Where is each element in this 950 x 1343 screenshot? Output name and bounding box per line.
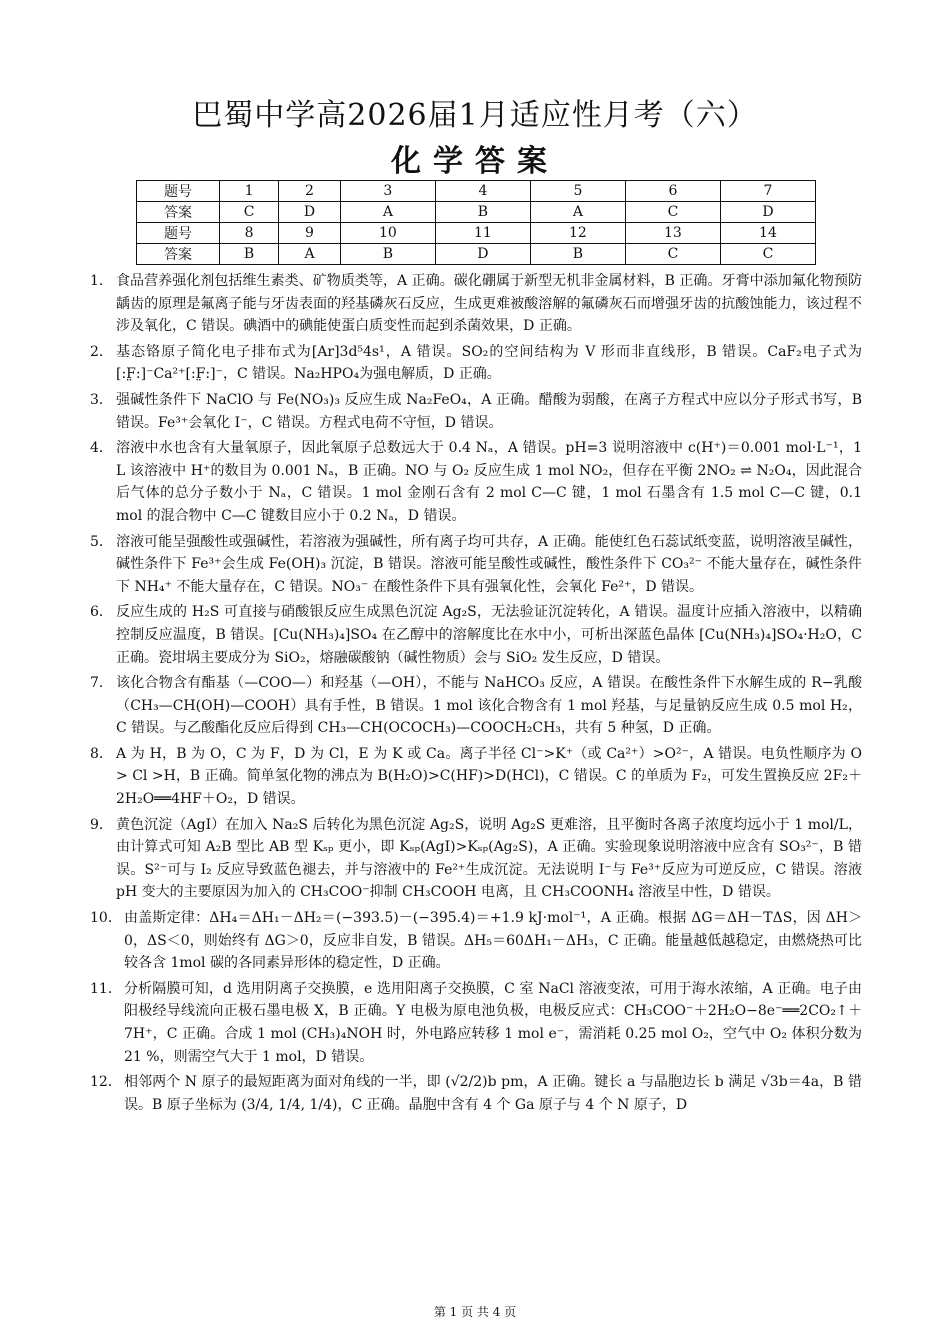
item-number: 1． [90, 273, 113, 289]
answer-table-cell: A [340, 202, 435, 223]
answer-table-cell: B [530, 244, 625, 265]
answer-table-cell: D [435, 244, 530, 265]
answer-table-cell: 14 [720, 223, 815, 244]
answer-table-cell: 10 [340, 223, 435, 244]
explanation-item [90, 389, 862, 434]
answer-table-cell: 2 [279, 181, 341, 202]
explanation-item [90, 270, 862, 338]
page-subtitle: 化学答案 [391, 144, 559, 179]
item-number: 5． [90, 533, 113, 550]
explanation-item [90, 437, 862, 527]
item-text: 反应生成的 H₂S 可直接与硝酸银反应生成黑色沉淀 Ag₂S，无法验证沉淀转化，A 错误。温度计应插入溶液中，以精确控制反应温度，B 错误。[Cu(NH₃)₄]SO₄ 在乙醇中的溶解度比在水中小，可析出深蓝色晶体 [Cu(NH₃)₄]SO₄·H₂O，C 正确。瓷坩埚主要成分为 SiO₂，熔融碳酸钠（碱性物质）会与 SiO₂ 发生反应，D 错误。 [116, 604, 862, 666]
answer-table-cell: C [720, 244, 815, 265]
answer-table-row [137, 202, 816, 223]
explanation-item [90, 672, 862, 740]
answer-table-row [137, 244, 816, 265]
answer-table-cell: C [625, 202, 720, 223]
answer-table-row [137, 223, 816, 244]
item-number: 6． [90, 604, 113, 621]
page-title: 巴蜀中学高2026届1月适应性月考（六） [192, 98, 758, 133]
answer-table [136, 180, 816, 265]
answer-table-cell: 9 [279, 223, 341, 244]
answer-table-cell: 6 [625, 181, 720, 202]
explanation-item [90, 1071, 862, 1116]
item-text: 基态铬原子简化电子排布式为[Ar]3d⁵4s¹，A 错误。SO₂的空间结构为 V 形而非直线形，B 错误。CaF₂电子式为[:F̤:]⁻Ca²⁺[:F̤:]⁻，C 错误。Na₂HPO₄为强电解质，D 正确。 [116, 343, 862, 383]
answer-table-header-cell: 题号 [137, 181, 220, 202]
item-text: 黄色沉淀（AgI）在加入 Na₂S 后转化为黑色沉淀 Ag₂S，说明 Ag₂S 更难溶，且平衡时各离子浓度均远小于 1 mol/L，由计算式可知 A₂B 型比 AB 型 Kₛₚ 更小，即 Kₛₚ(AgI)>Kₛₚ(Ag₂S)，A 正确。实验现象说明溶液中应含有 SO₃²⁻，B 错误。S²⁻可与 I₂ 反应导致蓝色褪去，并与溶液中的 Fe²⁺生成沉淀。无法说明 I⁻与 Fe³⁺反应为可逆反应，C 错误。溶液 pH 变大的主要原因为加入的 CH₃COO⁻抑制 CH₃COOH 电离，且 CH₃COONH₄ 溶液呈中性，D 错误。 [116, 816, 862, 901]
answer-table-cell: C [625, 244, 720, 265]
item-number: 9． [90, 816, 113, 833]
answer-table-row [137, 181, 816, 202]
explanation-item [90, 814, 862, 904]
item-text: A 为 H，B 为 O，C 为 F，D 为 Cl，E 为 K 或 Ca。离子半径 Cl⁻>K⁺（或 Ca²⁺）>O²⁻，A 错误。电负性顺序为 O > Cl >H，B 正确。简单氢化物的沸点为 B(H₂O)>C(HF)>D(HCl)，C 错误。C 的单质为 F₂，可发生置换反应 2F₂＋2H₂O══4HF＋O₂，D 错误。 [116, 745, 862, 808]
explanation-item [90, 743, 862, 811]
explanation-item [90, 907, 862, 975]
item-text: 由盖斯定律：ΔH₄＝ΔH₁－ΔH₂＝(−393.5)－(−395.4)＝+1.9 kJ·mol⁻¹，A 正确。根据 ΔG＝ΔH－TΔS，因 ΔH＞0，ΔS＜0，则始终有 ΔG＞0，反应非自发，B 错误。ΔH₅＝60ΔH₁－ΔH₃，C 正确。能量越低越稳定，由燃烧热可比较各含 1mol 碳的各同素异形体的稳定性，D 正确。 [124, 910, 862, 972]
answer-table-cell: C [220, 202, 279, 223]
item-number: 3． [90, 391, 113, 408]
explanation-item [90, 978, 862, 1068]
item-number: 4． [90, 440, 113, 457]
explanation-item [90, 531, 862, 599]
item-text: 分析隔膜可知，d 选用阴离子交换膜，e 选用阳离子交换膜，C 室 NaCl 溶液变浓，可用于海水浓缩，A 正确。电子由阳极经导线流向正极石墨电极 X，B 正确。Y 电极为原电池负极，电极反应式：CH₃COO⁻＋2H₂O−8e⁻══2CO₂↑＋7H⁺，C 正确。合成 1 mol (CH₃)₄NOH 时，外电路应转移 1 mol e⁻，需消耗 0.25 mol O₂，空气中 O₂ 体积分数为 21 %，则需空气大于 1 mol，D 错误。 [124, 980, 862, 1065]
answer-table-cell: 1 [220, 181, 279, 202]
item-text: 强碱性条件下 NaClO 与 Fe(NO₃)₃ 反应生成 Na₂FeO₄，A 正确。醋酸为弱酸，在离子方程式中应以分子形式书写，B 错误。Fe³⁺会氧化 I⁻，C 错误。方程式电荷不守恒，D 错误。 [116, 391, 862, 431]
answer-table-cell: A [279, 244, 341, 265]
answer-table-cell: B [220, 244, 279, 265]
item-text: 溶液可能呈强酸性或强碱性，若溶液为强碱性，所有离子均可共存，A 正确。能使红色石蕊试纸变蓝，说明溶液呈碱性，碱性条件下 Fe³⁺会生成 Fe(OH)₃ 沉淀，B 错误。溶液可能呈酸性或碱性，酸性条件下 CO₃²⁻ 不能大量存在，碱性条件下 NH₄⁺ 不能大量存在，C 错误。NO₃⁻ 在酸性条件下具有强氧化性，会氧化 Fe²⁺，D 错误。 [116, 533, 862, 595]
answer-table-header-cell: 答案 [137, 244, 220, 265]
item-number: 2． [90, 343, 113, 360]
answer-table-cell: 11 [435, 223, 530, 244]
answer-table-cell: 12 [530, 223, 625, 244]
answer-table-cell: D [720, 202, 815, 223]
answer-table-cell: 13 [625, 223, 720, 244]
answer-table-cell: 3 [340, 181, 435, 202]
explanations [90, 270, 862, 1116]
page-footer: 第 1 页 共 4 页 [433, 1305, 517, 1319]
item-number: 7． [90, 675, 113, 692]
item-text: 该化合物含有酯基（—COO—）和羟基（—OH），不能与 NaHCO₃ 反应，A 错误。在酸性条件下水解生成的 R−乳酸（CH₃—CH(OH)—COOH）具有手性，B 错误。1 mol 该化合物含有 1 mol 羟基，与足量钠反应生成 0.5 mol H₂，C 错误。与乙酸酯化反应后得到 CH₃—CH(OCOCH₃)—COOCH₂CH₃，共有 5 种氢，D 正确。 [116, 675, 862, 737]
item-text: 食品营养强化剂包括维生素类、矿物质类等，A 正确。碳化硼属于新型无机非金属材料，B 正确。牙膏中添加氟化物预防龋齿的原理是氟离子能与牙齿表面的羟基磷灰石反应，生成更难被酸溶解的氟磷灰石而增强牙齿的抗酸蚀能力，该过程不涉及氧化，C 错误。碘酒中的碘能使蛋白质变性而起到杀菌效果，D 正确。 [116, 273, 862, 335]
answer-table-cell: 8 [220, 223, 279, 244]
item-number: 10． [90, 910, 122, 927]
answer-table-cell: 7 [720, 181, 815, 202]
answer-table-cell: B [435, 202, 530, 223]
answer-table-header-cell: 答案 [137, 202, 220, 223]
answer-table-header-cell: 题号 [137, 223, 220, 244]
item-number: 8． [90, 745, 113, 762]
explanation-item [90, 341, 862, 386]
answer-table-cell: A [530, 202, 625, 223]
answer-table-cell: D [279, 202, 341, 223]
answer-table-cell: 4 [435, 181, 530, 202]
explanation-item [90, 601, 862, 669]
item-number: 12． [90, 1074, 122, 1091]
answer-table-cell: 5 [530, 181, 625, 202]
item-text: 溶液中水也含有大量氧原子，因此氧原子总数远大于 0.4 Nₐ，A 错误。pH=3 说明溶液中 c(H⁺)＝0.001 mol·L⁻¹，1 L 该溶液中 H⁺的数目为 0.001 Nₐ，B 正确。NO 与 O₂ 反应生成 1 mol NO₂，但存在平衡 2NO₂ ⇌ N₂O₄，因此混合后气体的总分子数小于 Nₐ，C 错误。1 mol 金刚石含有 2 mol C—C 键，1 mol 石墨含有 1.5 mol C—C 键，0.1 mol 的混合物中 C—C 键数目应小于 0.2 Nₐ，D 错误。 [116, 440, 862, 524]
item-text: 相邻两个 N 原子的最短距离为面对角线的一半，即 (√2/2)b pm，A 正确。键长 a 与晶胞边长 b 满足 √3b＝4a，B 错误。B 原子坐标为 (3/4, 1/4, 1/4)，C 正确。晶胞中含有 4 个 Ga 原子与 4 个 N 原子，D [124, 1074, 862, 1113]
answer-table-cell: B [340, 244, 435, 265]
item-number: 11． [90, 980, 122, 997]
